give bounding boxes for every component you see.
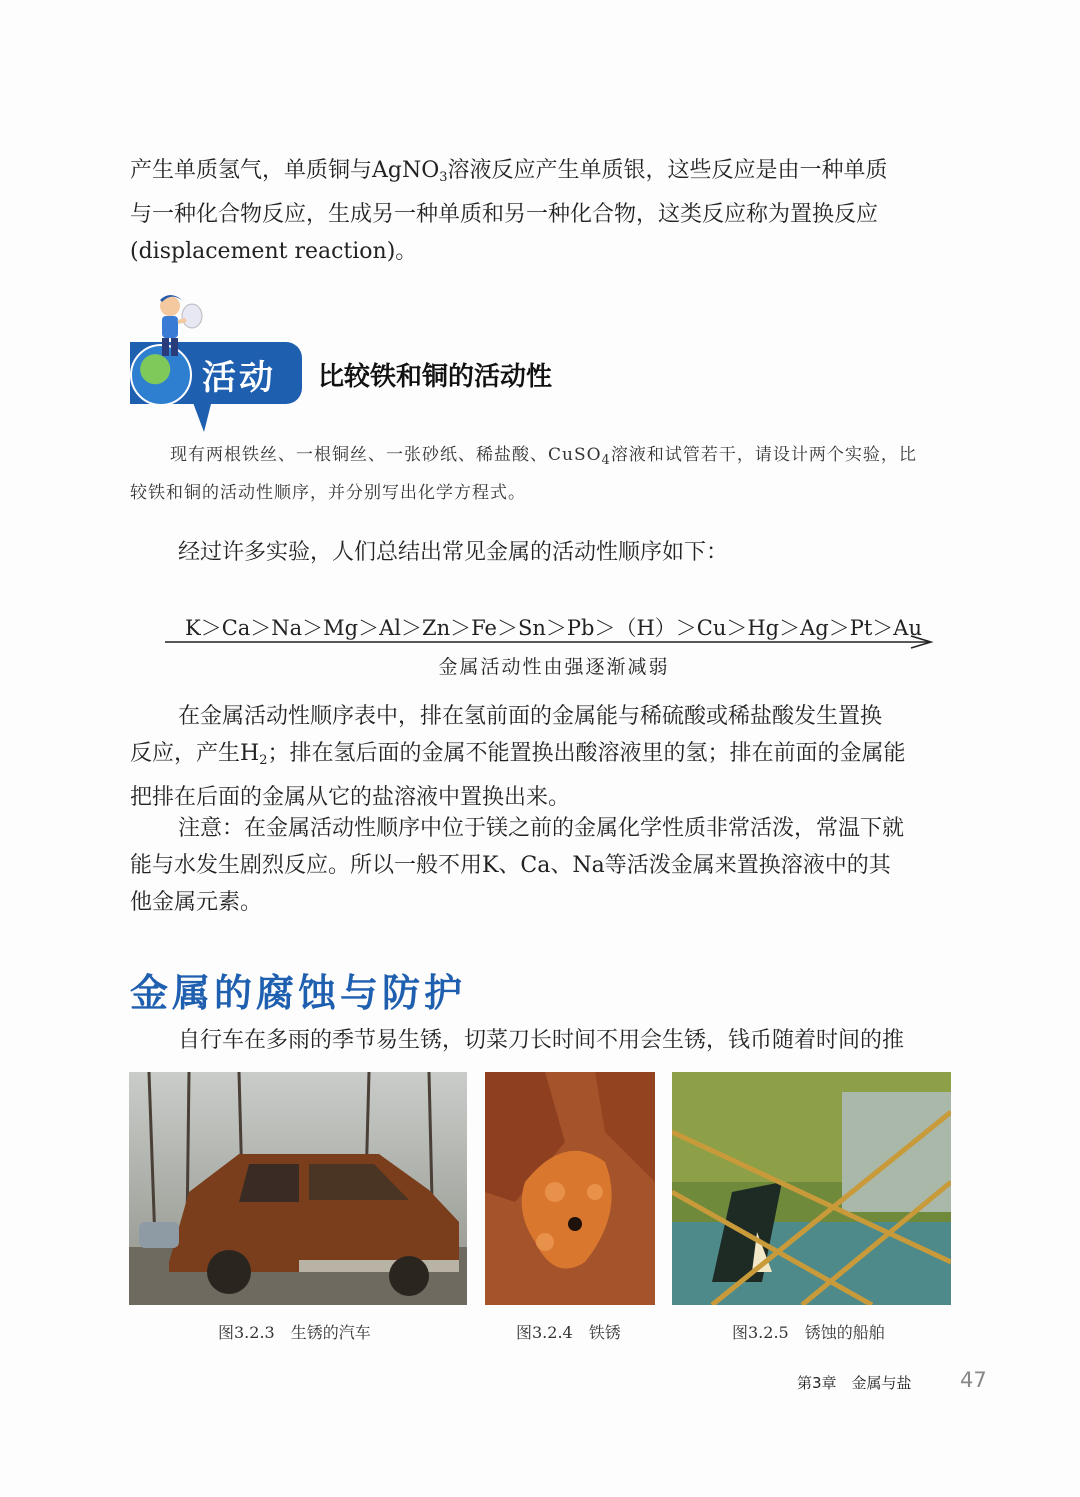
rules-line2-sub: 2 (259, 753, 268, 768)
activity-text (130, 439, 952, 510)
intro-line1-sub: 3 (439, 170, 448, 185)
section-text: 自行车在多雨的季节易生锈，切菜刀长时间不用会生锈，钱币随着时间的推 (178, 1028, 905, 1053)
page-number: 47 (960, 1368, 987, 1392)
activity-line1-b: 溶液和试管若干，请设计两个实验，比 (610, 445, 917, 465)
intro-line3: (displacement reaction)。 (130, 239, 418, 264)
footer-chapter: 第3章 金属与盐 (797, 1374, 912, 1392)
intro-line1-a: 产生单质氢气，单质铜与AgNO (130, 158, 440, 183)
activity-title: 比较铁和铜的活动性 (318, 362, 553, 392)
rules-line1: 在金属活动性顺序表中，排在氢前面的金属能与稀硫酸或稀盐酸发生置换 (178, 704, 883, 729)
activity-line1-sub: 4 (601, 453, 611, 468)
intro-paragraph (130, 152, 952, 270)
rules-line2-a: 反应，产生H (130, 741, 260, 766)
intro-line2: 与一种化合物反应，生成另一种单质和另一种化合物，这类反应称为置换反应 (130, 202, 879, 227)
figure-caption-3: 图3.2.5 锈蚀的船舶 (732, 1323, 885, 1342)
activity-series: K＞Ca＞Na＞Mg＞Al＞Zn＞Fe＞Sn＞Pb＞（H）＞Cu＞Hg＞Ag＞Pt＞Au (185, 616, 922, 640)
rusty-car-image (129, 1072, 467, 1305)
arrow-icon (165, 634, 935, 650)
mascot-icon (140, 292, 210, 362)
corroded-ship-image (672, 1072, 951, 1305)
rules-paragraph (130, 698, 952, 816)
rules-line3: 把排在后面的金属从它的盐溶液中置换出来。 (130, 785, 571, 810)
speech-bubble-tail (192, 400, 212, 432)
intro-line1-b: 溶液反应产生单质银，这些反应是由一种单质 (447, 158, 888, 183)
rules-line2-b: ；排在氢后面的金属不能置换出酸溶液里的氢；排在前面的金属能 (267, 741, 906, 766)
note-line2: 能与水发生剧烈反应。所以一般不用K、Ca、Na等活泼金属来置换溶液中的其 (130, 853, 891, 878)
activity-line1-a: 现有两根铁丝、一根铜丝、一张砂纸、稀盐酸、CuSO (170, 445, 602, 465)
section-title: 金属的腐蚀与防护 (130, 971, 467, 1015)
note-line1: 注意：在金属活动性顺序中位于镁之前的金属化学性质非常活泼，常温下就 (178, 816, 905, 841)
figure-caption-2: 图3.2.4 铁锈 (516, 1323, 621, 1342)
iron-rust-image (485, 1072, 655, 1305)
activity-line2: 较铁和铜的活动性顺序，并分别写出化学方程式。 (130, 483, 526, 503)
figure-caption-1: 图3.2.3 生锈的汽车 (218, 1323, 371, 1342)
activity-label: 活动 (202, 358, 276, 398)
note-line3: 他金属元素。 (130, 890, 263, 915)
arrow-caption: 金属活动性由强逐渐减弱 (438, 656, 670, 678)
summary-text: 经过许多实验，人们总结出常见金属的活动性顺序如下： (178, 540, 729, 565)
note-paragraph (130, 810, 952, 921)
